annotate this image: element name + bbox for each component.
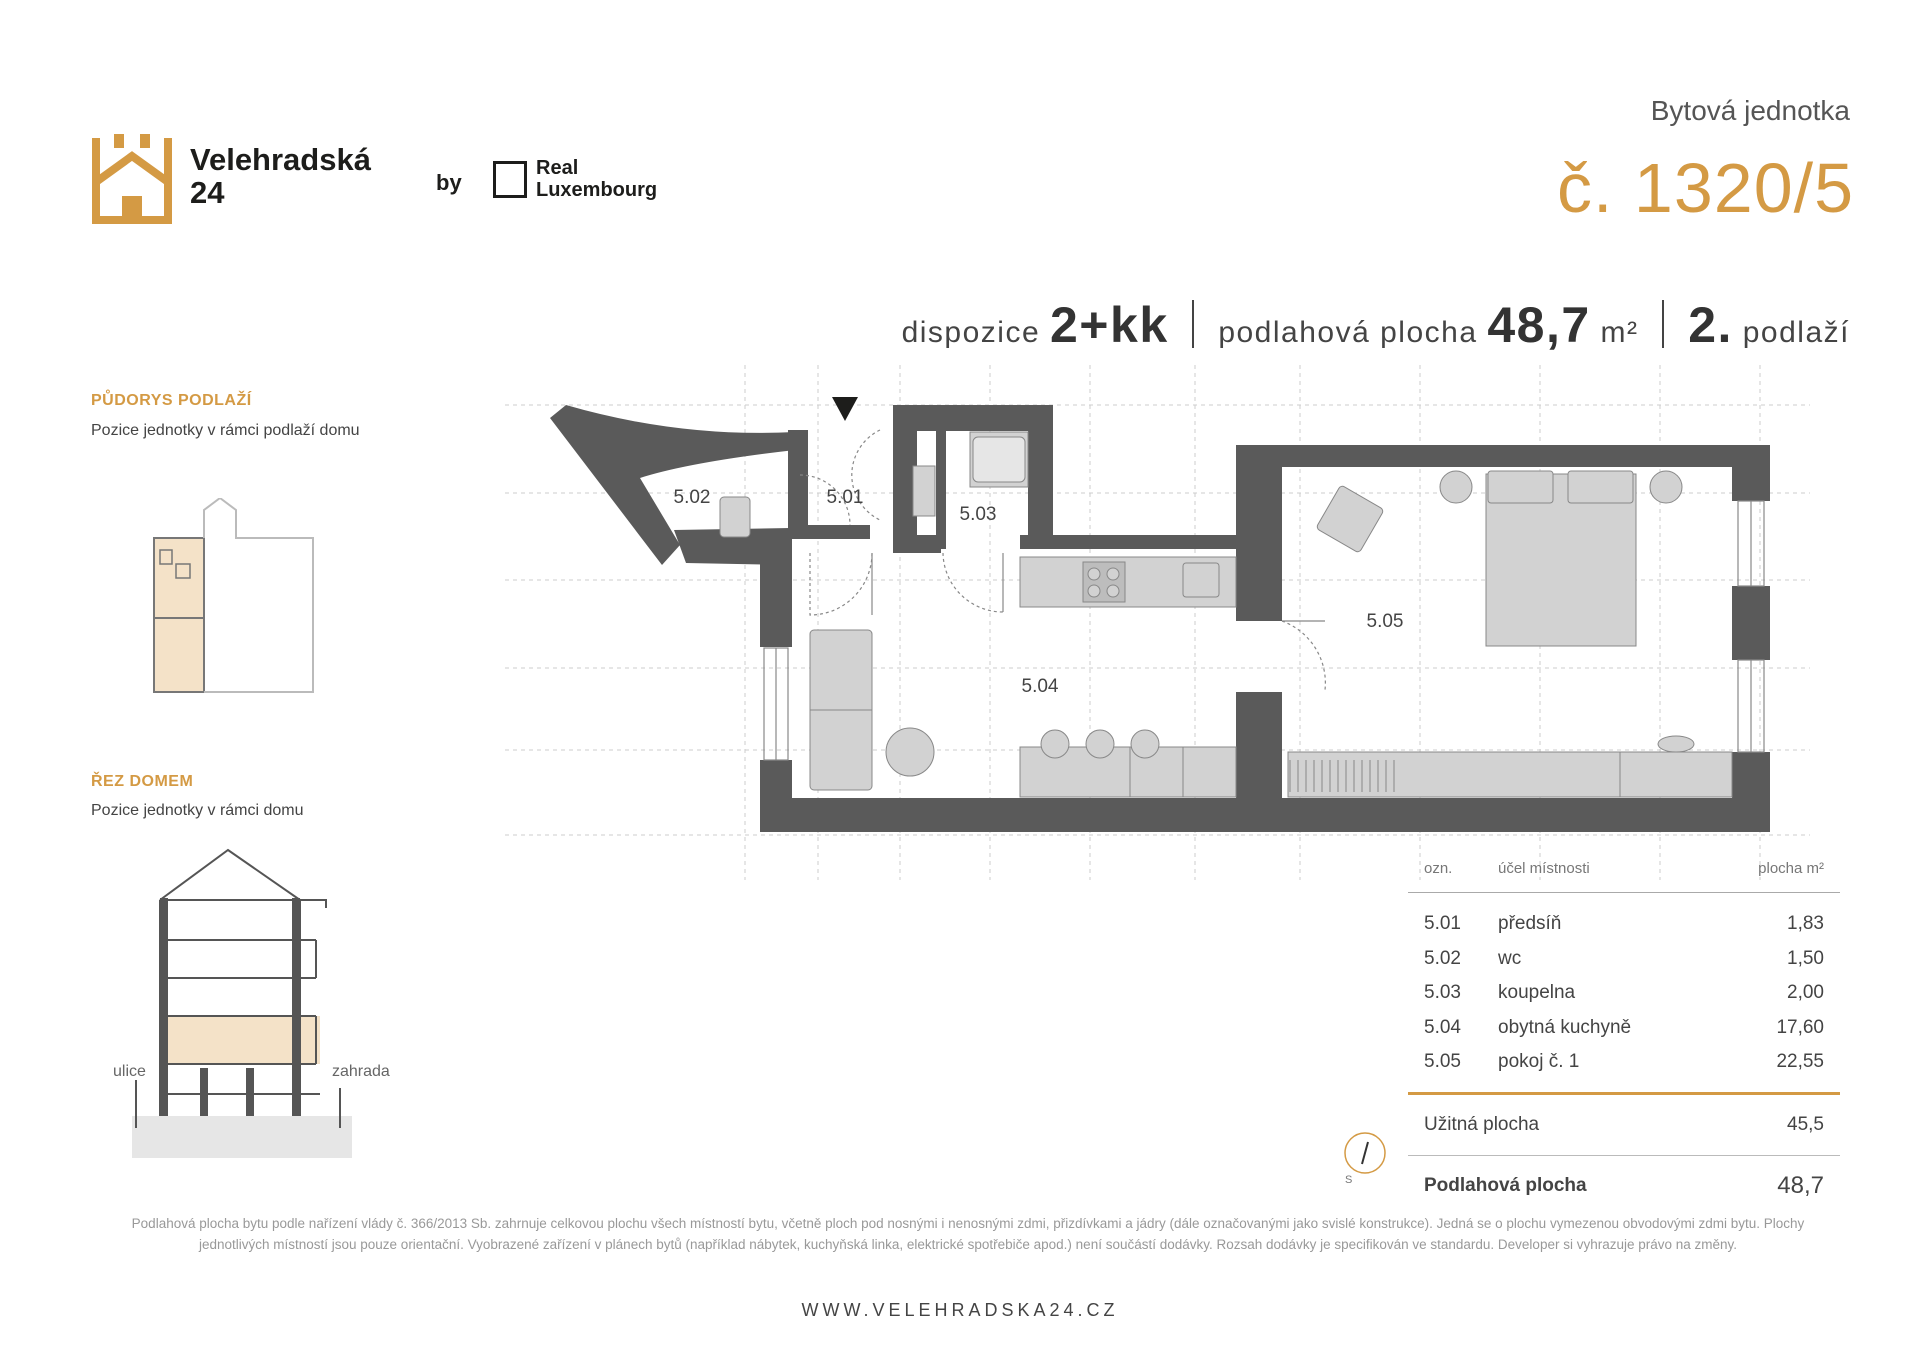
- entrance-arrow-icon: [832, 397, 858, 421]
- room-area: 2,00: [1787, 982, 1824, 1004]
- website-link[interactable]: WWW.VELEHRADSKA24.CZ: [801, 1300, 1119, 1320]
- room-code: 5.01: [1424, 913, 1461, 935]
- table-row: [1408, 907, 1840, 942]
- room-code: 5.03: [1424, 982, 1461, 1004]
- partner-line2: Luxembourg: [536, 179, 658, 201]
- logo-title: [190, 143, 371, 209]
- header-code: ozn.: [1424, 860, 1453, 877]
- partner-line1: Real: [536, 157, 579, 179]
- area-label: podlahová plocha: [1218, 316, 1478, 349]
- by-text: by: [436, 170, 462, 195]
- section-title: ŘEZ DOMEM: [91, 773, 194, 790]
- usable-area-value: 45,5: [1787, 1113, 1824, 1135]
- floor-plan: [500, 365, 1860, 885]
- divider: [1192, 300, 1194, 348]
- room-purpose: wc: [1498, 947, 1522, 969]
- floor-value: 2.: [1688, 297, 1733, 353]
- logo-number: 24: [190, 175, 225, 210]
- room-purpose: předsíň: [1498, 913, 1562, 935]
- room-label-505: 5.05: [1366, 611, 1404, 632]
- room-label-503: 5.03: [959, 504, 997, 525]
- table-row: [1408, 1045, 1840, 1080]
- room-code: 5.02: [1424, 947, 1461, 969]
- table-row: [1408, 1011, 1840, 1046]
- room-table: [1408, 860, 1840, 1216]
- unit-label: Bytová jednotka: [1650, 95, 1850, 126]
- room-code: 5.05: [1424, 1051, 1461, 1073]
- room-area: 1,50: [1787, 947, 1824, 969]
- street-label: ulice: [113, 1063, 146, 1080]
- divider: [1662, 300, 1664, 348]
- building-section-thumbnail: [130, 848, 355, 1158]
- floor-area-row: [1408, 1155, 1840, 1216]
- disposition-value: 2+kk: [1050, 297, 1169, 353]
- disclaimer-text: Podlahová plocha bytu podle nařízení vlády č. 366/2013 Sb. zahrnuje celkovou plochu všech místností bytu, včetně ploch pod nosnými i nenosnými zdmi, přizdívkami a jádry (dále označovanými jako svislé konstrukce). Jedná se o plochu vymezenou obvodovými zdmi bytu. Plochy jednotlivých místností jsou pouze orientační. Vyobrazené zařízení v plánech bytů (například nábytek, kuchyňská linka, elektrické spotřebiče apod.) není součástí dodávky. Rozsah dodávky je specifikován ve standardu. Developer si vyhrazuje právo na změny.: [131, 1216, 1805, 1252]
- floor-area-label: Podlahová plocha: [1424, 1174, 1587, 1196]
- room-table-header: [1408, 860, 1840, 893]
- summary-headline: [902, 296, 1850, 354]
- room-area: 17,60: [1776, 1016, 1824, 1038]
- floor-area-value: 48,7: [1777, 1171, 1824, 1199]
- area-unit: m²: [1600, 316, 1639, 349]
- real-luxembourg-logo-icon: [493, 161, 527, 198]
- section-subtitle: Pozice jednotky v rámci domu: [91, 802, 304, 819]
- room-label-502: 5.02: [673, 487, 711, 508]
- usable-area-label: Užitná plocha: [1424, 1113, 1540, 1135]
- room-code: 5.04: [1424, 1016, 1461, 1038]
- usable-area-row: [1408, 1095, 1840, 1155]
- room-purpose: obytná kuchyně: [1498, 1016, 1632, 1038]
- table-summary: [1408, 1092, 1840, 1216]
- room-label-504: 5.04: [1021, 676, 1059, 697]
- header-area: plocha m²: [1758, 860, 1824, 877]
- disposition-label: dispozice: [901, 316, 1041, 349]
- table-row: [1408, 942, 1840, 977]
- garden-label: zahrada: [332, 1063, 390, 1080]
- floor-position-thumbnail: [150, 498, 320, 698]
- floorplan-section-subtitle: Pozice jednotky v rámci podlaží domu: [91, 422, 360, 439]
- room-area: 22,55: [1776, 1051, 1824, 1073]
- area-value: 48,7: [1487, 297, 1591, 353]
- partner-logo-text: [536, 157, 657, 201]
- floorplan-section-title: PŮDORYS PODLAŽÍ: [91, 392, 252, 409]
- room-purpose: pokoj č. 1: [1498, 1051, 1580, 1073]
- logo-name: Velehradská: [190, 142, 371, 177]
- unit-number: č. 1320/5: [1557, 149, 1854, 227]
- room-area: 1,83: [1787, 913, 1824, 935]
- room-label-501: 5.01: [826, 487, 864, 508]
- compass-label: S: [1345, 1174, 1353, 1186]
- room-purpose: koupelna: [1498, 982, 1576, 1004]
- castle-logo-icon: [92, 134, 172, 224]
- table-row: [1408, 976, 1840, 1011]
- header-purpose: účel místnosti: [1498, 860, 1590, 877]
- floor-label: podlaží: [1742, 316, 1850, 349]
